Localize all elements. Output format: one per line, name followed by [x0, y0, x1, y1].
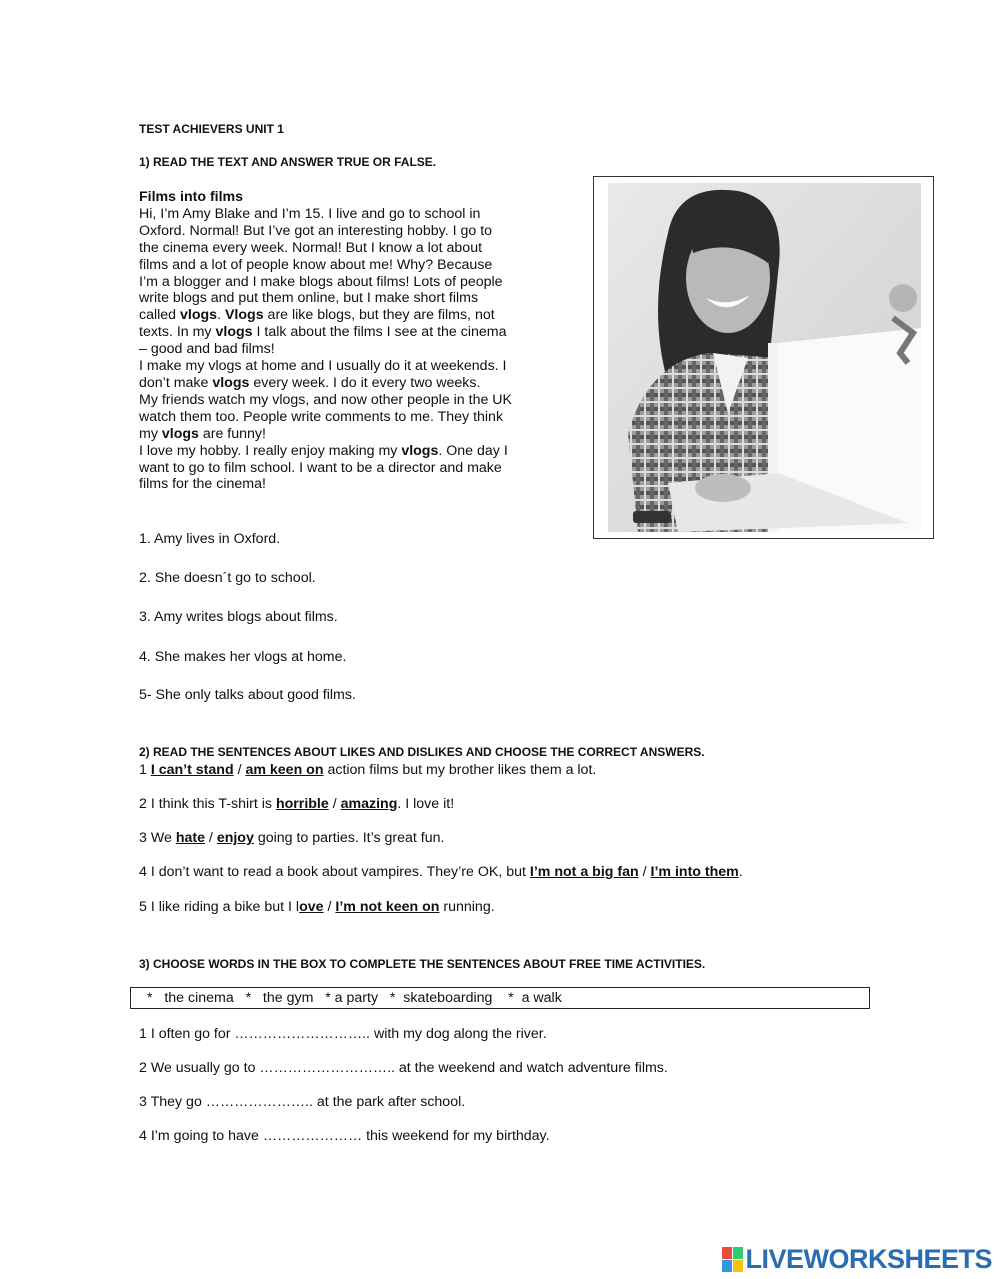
choice-option-a[interactable]: ove [299, 899, 324, 915]
choice-sentence-1: 1 I can’t stand / am keen on action films but my brother likes them a lot. [139, 762, 597, 778]
photo-frame [593, 176, 934, 539]
story-paragraph-3: My friends watch my vlogs, and now other people in the UK watch them too. People write comments to me. They think my vlogs are funny! [139, 391, 513, 442]
logo-text: LIVEWORKSHEETS [745, 1244, 992, 1274]
liveworksheets-logo[interactable] [722, 1244, 992, 1275]
choice-option-a[interactable]: I’m not a big fan [529, 864, 639, 880]
section3-heading: 3) CHOOSE WORDS IN THE BOX TO COMPLETE THE SENTENCES ABOUT FREE TIME ACTIVITIES. [139, 957, 706, 971]
choice-option-b[interactable]: enjoy [216, 830, 254, 846]
choice-option-b[interactable]: I’m into them [650, 864, 739, 880]
story-title: Films into films [139, 189, 244, 205]
tf-question-2: 2. She doesn´t go to school. [139, 570, 316, 586]
story-paragraph-2: I make my vlogs at home and I usually do it at weekends. I don’t make vlogs every week. I do it every two weeks. [139, 358, 507, 391]
choice-sentence-2: 2 I think this T-shirt is horrible / amazing. I love it! [139, 796, 455, 812]
choice-option-b[interactable]: I’m not keen on [335, 899, 440, 915]
gap-sentence-3: 3 They go ………………….. at the park after school. [139, 1094, 466, 1110]
choice-option-b[interactable]: amazing [340, 796, 398, 812]
choice-sentence-4: 4 I don’t want to read a book about vampires. They’re OK, but I’m not a big fan / I’m into them. [139, 864, 743, 880]
choice-sentence-5: 5 I like riding a bike but I love / I’m not keen on running. [139, 899, 495, 915]
section2-heading: 2) READ THE SENTENCES ABOUT LIKES AND DISLIKES AND CHOOSE THE CORRECT ANSWERS. [139, 745, 705, 759]
logo-blocks-icon [722, 1247, 743, 1272]
worksheet-title: TEST ACHIEVERS UNIT 1 [139, 122, 284, 136]
tf-question-1: 1. Amy lives in Oxford. [139, 531, 281, 547]
gap-sentence-2: 2 We usually go to ……………………….. at the weekend and watch adventure films. [139, 1060, 668, 1076]
choice-option-a[interactable]: hate [175, 830, 205, 846]
choice-option-b[interactable]: am keen on [245, 762, 324, 778]
tf-question-3: 3. Amy writes blogs about films. [139, 609, 338, 625]
section1-heading: 1) READ THE TEXT AND ANSWER TRUE OR FALSE. [139, 155, 437, 169]
story-paragraph-1: Hi, I’m Amy Blake and I’m 15. I live and go to school in Oxford. Normal! But I’ve got an interesting hobby. I go to the cinema every week. Normal! But I know a lot about films and a lot of people know about me! Why? Because I’m a blogger and I make blogs about films! Lots of people write blogs and put them online, but I make short films called vlogs. Vlogs are like blogs, but they are films, not texts. In my vlogs I talk about the films I see at the cinema – good and bad films! [139, 205, 507, 358]
reading-text [139, 189, 514, 493]
word-box: * the cinema * the gym * a party * skateboarding * a walk [130, 987, 870, 1009]
choice-sentence-3: 3 We hate / enjoy going to parties. It’s great fun. [139, 830, 445, 846]
story-paragraph-4: I love my hobby. I really enjoy making my vlogs. One day I want to go to film school. I want to be a director and make films for the cinema! [139, 442, 508, 493]
gap-sentence-4: 4 I’m going to have ………………… this weekend for my birthday. [139, 1128, 550, 1144]
tf-question-5: 5- She only talks about good films. [139, 687, 356, 703]
choice-option-a[interactable]: horrible [275, 796, 329, 812]
tf-question-4: 4. She makes her vlogs at home. [139, 649, 347, 665]
gap-sentence-1: 1 I often go for ……………………….. with my dog along the river. [139, 1026, 547, 1042]
girl-with-laptop-photo [608, 183, 921, 532]
choice-option-a[interactable]: I can’t stand [150, 762, 234, 778]
